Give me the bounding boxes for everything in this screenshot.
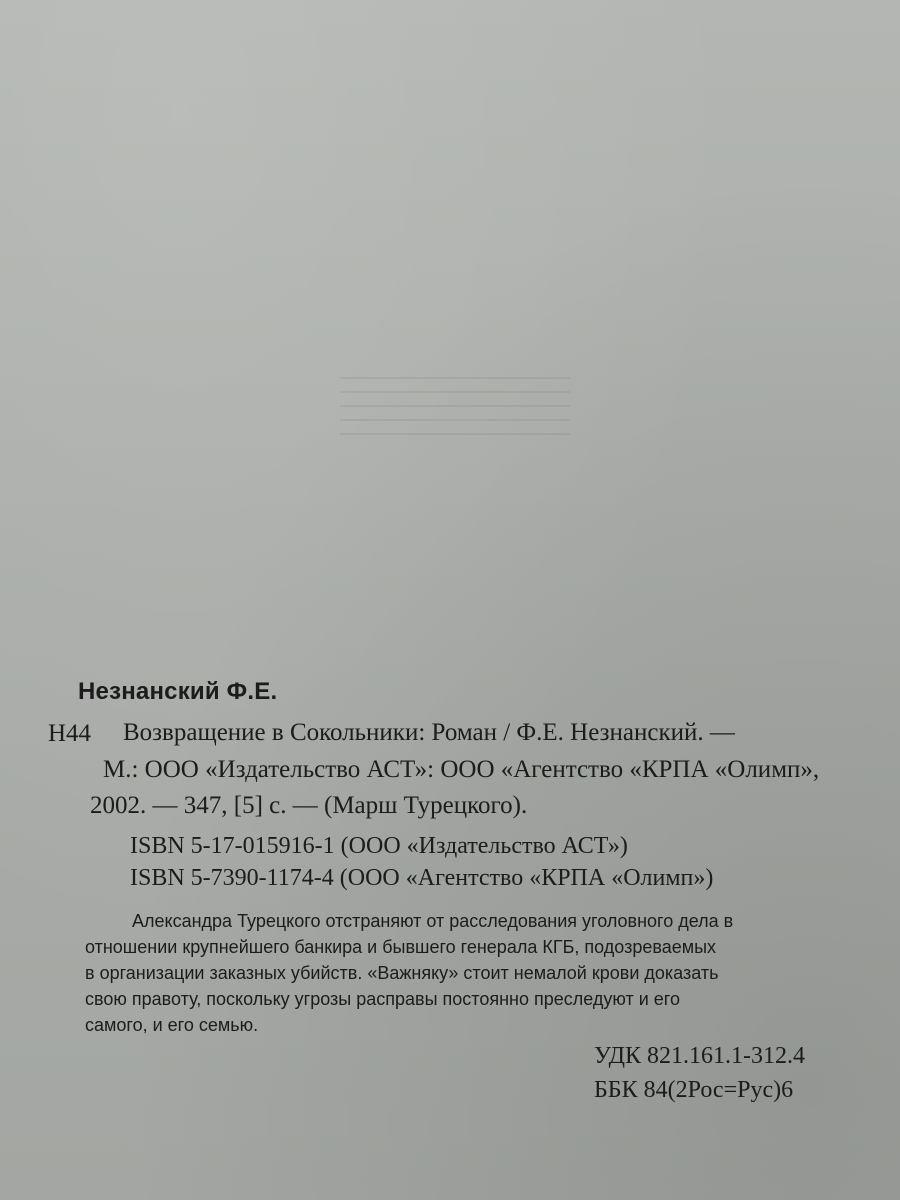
bibliographic-line: Возвращение в Сокольники: Роман / Ф.Е. Незнанский. — [123,719,735,746]
author-code: Н44 [48,720,92,747]
annotation-line: в организации заказных убийств. «Важняку» стоит немалой крови доказать [85,963,719,983]
bibliographic-line: 2002. — 347, [5] с. — (Марш Турецкого). [90,792,528,819]
isbn-line: ISBN 5-7390-1174-4 (ООО «Агентство «КРПА «Олимп») [130,865,714,891]
udk-code: УДК 821.161.1-312.4 [594,1043,805,1069]
annotation-line: Александра Турецкого отстраняют от расследования уголовного дела в [132,911,734,931]
annotation-line: свою правоту, поскольку угрозы расправы постоянно преследуют и его [85,989,680,1009]
bibliographic-line: М.: ООО «Издательство АСТ»: ООО «Агентство «КРПА «Олимп», [103,756,820,783]
author-name: Незнанский Ф.Е. [78,678,278,705]
annotation-line: отношении крупнейшего банкира и бывшего генерала КГБ, подозреваемых [85,937,717,957]
bbk-code: ББК 84(2Рос=Рус)6 [594,1077,794,1103]
isbn-line: ISBN 5-17-015916-1 (ООО «Издательство АСТ») [130,833,628,859]
annotation-line: самого, и его семью. [85,1015,259,1035]
